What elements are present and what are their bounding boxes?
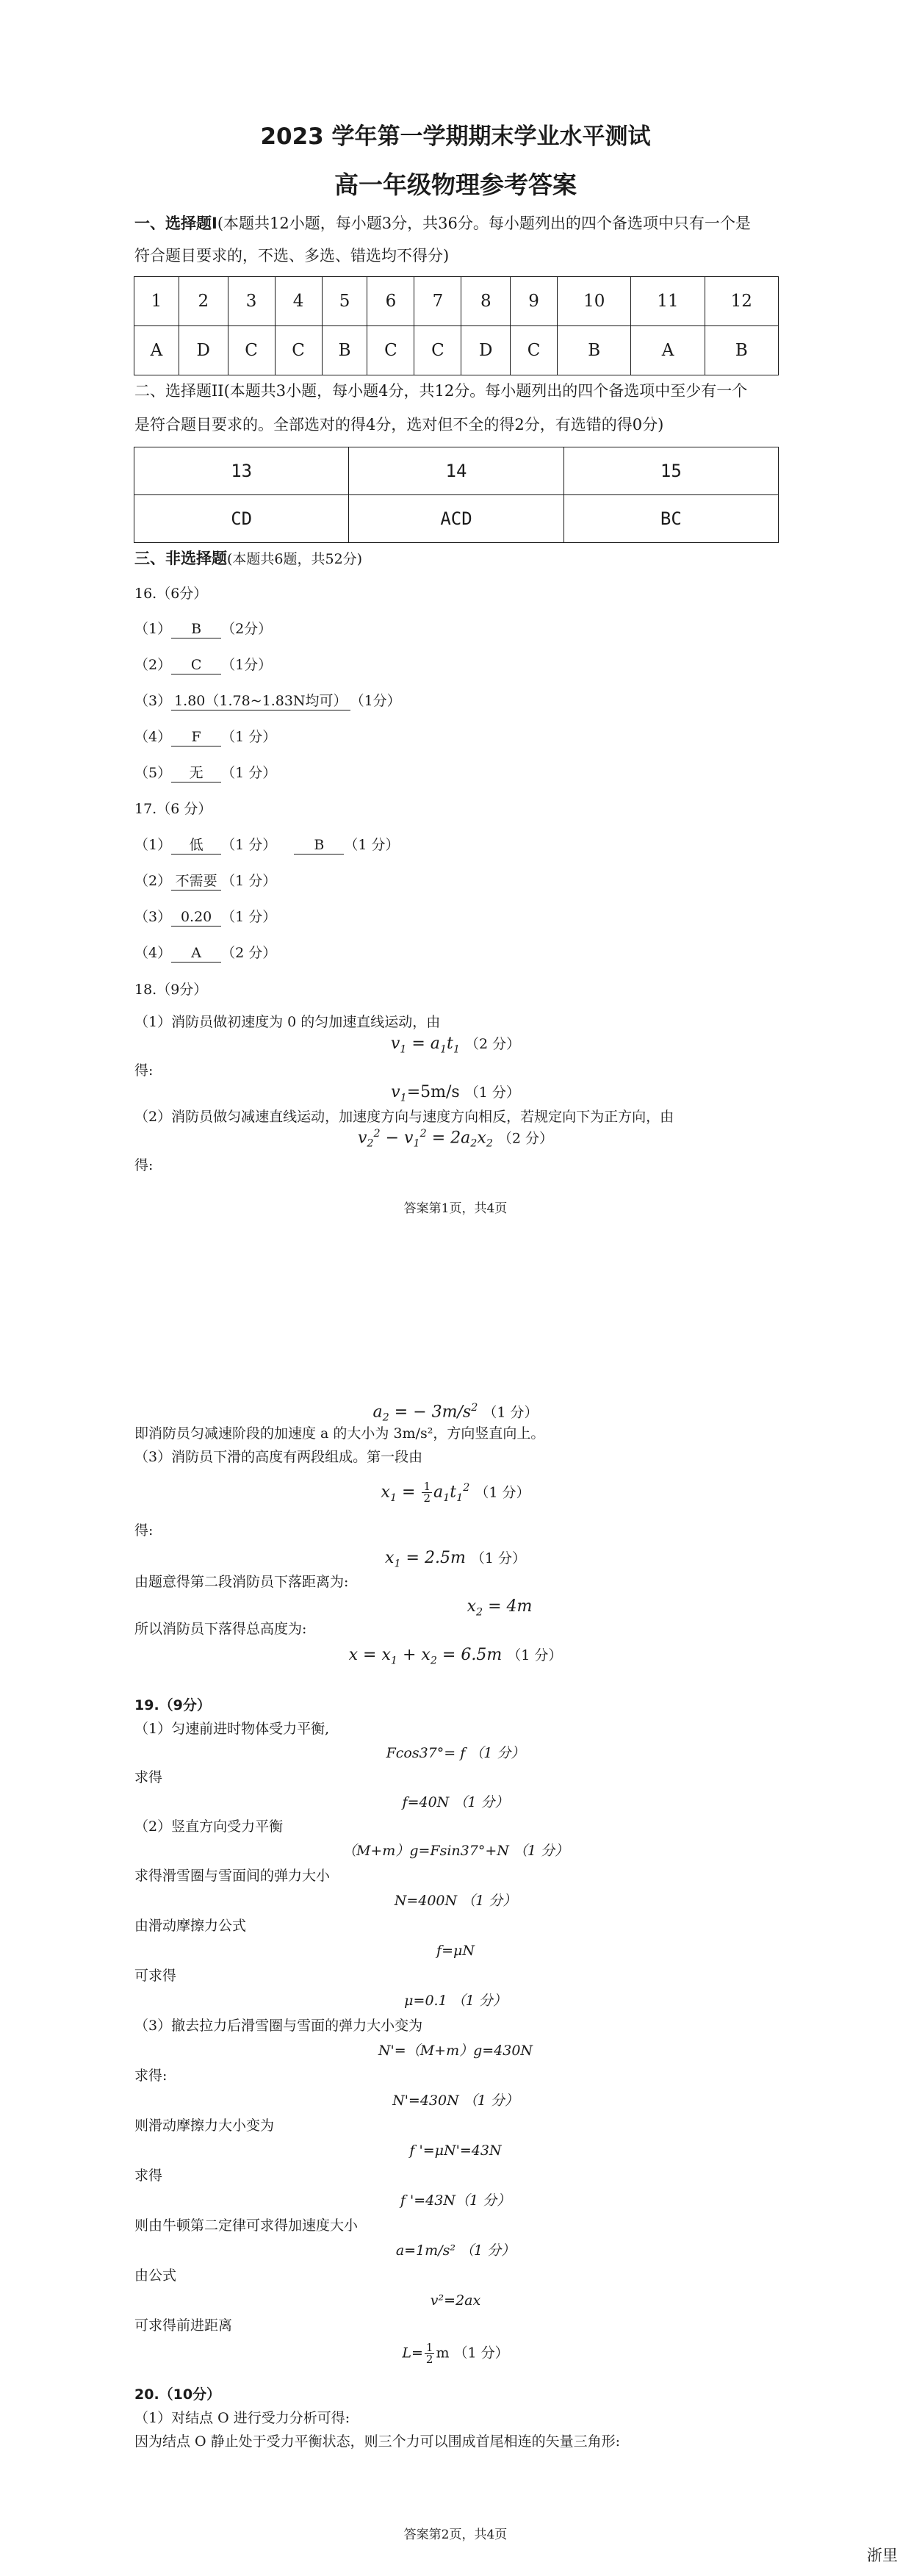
question-number: 4 (275, 277, 322, 326)
equation: N'=（M+m）g=430N (378, 2043, 533, 2059)
section1-desc-1: (本题共12小题，每小题3分，共36分。每小题列出的四个备选项中只有一个是 (217, 215, 751, 232)
question-number: 15 (563, 447, 778, 495)
q17-item: （2） 不需要 （1 分） (134, 873, 277, 889)
q19-para: 由公式 (134, 2267, 177, 2284)
page-footer: 答案第2页，共4页 (403, 2528, 508, 2542)
answer-cell: A (134, 326, 179, 375)
answer-blank: A (171, 945, 221, 963)
q16-item: （3） 1.80（1.78~1.83N均可） （1分） (134, 693, 401, 709)
answer-cell: D (179, 326, 228, 375)
answer-blank: 无 (171, 765, 221, 782)
q18-para: （2）消防员做匀减速直线运动，加速度方向与速度方向相反，若规定向下为正方向，由 (134, 1109, 674, 1125)
section1-heading-line (134, 215, 751, 233)
answer-table-2 (134, 447, 779, 543)
equation: L= $\frac{1}{2}$ m （1 分） (402, 2341, 509, 2366)
answer-cell: A (631, 326, 705, 375)
answer-page-1 (0, 0, 911, 1249)
question-number: 7 (414, 277, 461, 326)
question-number: 9 (511, 277, 558, 326)
table-row (134, 326, 779, 375)
table-row (134, 447, 779, 495)
q19-para: （1）匀速前进时物体受力平衡, (134, 1721, 330, 1737)
q18-para: （1）消防员做初速度为 0 的匀加速直线运动，由 (134, 1014, 441, 1030)
equation: f=μN (436, 1943, 475, 1959)
answer-cell: C (511, 326, 558, 375)
section3-heading: 三、非选择题 (134, 550, 227, 567)
equation: $v_1=5m/s$ （1 分） (391, 1083, 520, 1104)
q19-para: 求得: (134, 2068, 168, 2084)
answer-cell: C (275, 326, 322, 375)
equation: $x_1 = 2.5m$ （1 分） (385, 1549, 526, 1570)
q18-para: 由题意得第二段消防员下落距离为: (134, 1574, 349, 1590)
q19-para: 求得滑雪圈与雪面间的弹力大小 (134, 1868, 331, 1884)
q18-title: 18.（9分） (134, 982, 208, 998)
answer-blank: F (171, 729, 221, 746)
equation: $v_2^2 - v_1^2 = 2a_2x_2$ （2 分） (357, 1128, 554, 1150)
q17-item: （3） 0.20 （1 分） (134, 909, 277, 925)
answer-cell: B (705, 326, 778, 375)
q18-de: 得: (134, 1522, 154, 1539)
q19-para: 则由牛顿第二定律可求得加速度大小 (134, 2217, 359, 2234)
equation: a=1m/s² （1 分） (395, 2242, 516, 2259)
q17-item: （4） A （2 分） (134, 945, 277, 961)
question-number: 13 (134, 447, 349, 495)
section2-desc-1: (本题共3小题，每小题4分，共12分。每小题列出的四个备选项中至少有一个 (223, 382, 748, 400)
answer-page-2 (0, 1249, 911, 2576)
answer-table-1 (134, 276, 779, 375)
equation: f=40N （1 分） (402, 1794, 509, 1810)
equation: $a_2$ = − $3m/s^2$ （1 分） (372, 1402, 539, 1424)
table-row (134, 277, 779, 326)
q19-para: 求得 (134, 2167, 163, 2184)
section2-desc-2: 是符合题目要求的。全部选对的得4分，选对但不全的得2分，有选错的得0分) (134, 416, 664, 433)
question-number: 5 (322, 277, 367, 326)
answer-cell: C (228, 326, 275, 375)
answer-blank: 低 (171, 837, 221, 855)
q16-item: （5） 无 （1 分） (134, 765, 277, 781)
q18-de: 得: (134, 1062, 154, 1079)
page-footer: 答案第1页，共4页 (403, 1201, 508, 1216)
answer-blank: B (294, 837, 344, 855)
q19-para: 可求得 (134, 1968, 177, 1984)
exam-title: 2023 学年第一学期期末学业水平测试 (260, 123, 651, 150)
q20-para: （1）对结点 O 进行受力分析可得: (134, 2410, 350, 2426)
equation: μ=0.1 （1 分） (404, 1993, 507, 2009)
answer-cell: B (322, 326, 367, 375)
equation: v²=2ax (430, 2292, 481, 2309)
q19-para: 则滑动摩擦力大小变为 (134, 2118, 275, 2134)
answer-cell: C (414, 326, 461, 375)
q16-item: （4） F （1 分） (134, 729, 277, 745)
q16-item: （2） C （1分） (134, 657, 273, 673)
question-number: 1 (134, 277, 179, 326)
section2-heading-line (134, 382, 747, 400)
answer-blank: 不需要 (171, 873, 221, 891)
section3-desc: (本题共6题，共52分) (227, 551, 363, 567)
q16-title: 16.（6分） (134, 586, 208, 602)
exam-subtitle: 高一年级物理参考答案 (334, 170, 577, 199)
question-number: 6 (367, 277, 414, 326)
equation: f '=μN'=43N (409, 2143, 502, 2159)
answer-cell: C (367, 326, 414, 375)
question-number: 8 (461, 277, 511, 326)
answer-blank: 1.80（1.78~1.83N均可） (171, 693, 350, 710)
q20-para: 因为结点 O 静止处于受力平衡状态，则三个力可以围成首尾相连的矢量三角形: (134, 2433, 621, 2450)
answer-cell: D (461, 326, 511, 375)
q19-para: 求得 (134, 1769, 163, 1785)
q17-item: （1） 低 （1 分） B （1 分） (134, 837, 400, 853)
question-number: 2 (179, 277, 228, 326)
q18-para: （3）消防员下滑的高度有两段组成。第一段由 (134, 1449, 423, 1465)
q20-title: 20.（10分） (134, 2386, 221, 2403)
question-number: 14 (349, 447, 563, 495)
equation: f '=43N（1 分） (400, 2192, 511, 2209)
q19-para: （2）竖直方向受力平衡 (134, 1818, 284, 1835)
equation: $v_1 = a_1t_1$ （2 分） (390, 1035, 521, 1056)
equation: $x_1$ = $\frac{1}{2}$ $a_1t_1^2$ （1 分） (381, 1480, 530, 1505)
equation: $x_2 = 4m$ (467, 1597, 533, 1619)
question-number: 10 (558, 277, 631, 326)
question-number: 11 (631, 277, 705, 326)
q19-title: 19.（9分） (134, 1697, 211, 1713)
q19-para: 可求得前进距离 (134, 2317, 233, 2334)
equation: Fcos37°= f （1 分） (386, 1745, 525, 1761)
section3-heading-line (134, 550, 362, 568)
equation: $x = x_1 + x_2 = 6.5m$ （1 分） (348, 1646, 563, 1667)
answer-blank: B (171, 621, 221, 638)
section1-heading: 一、选择题Ⅰ (134, 215, 217, 232)
equation: N=400N （1 分） (394, 1893, 517, 1909)
question-number: 3 (228, 277, 275, 326)
equation: N'=430N （1 分） (392, 2093, 519, 2109)
answer-cell: BC (563, 495, 778, 543)
section1-desc-2: 符合题目要求的，不选、多选、错选均不得分) (134, 247, 450, 265)
q19-para: 由滑动摩擦力公式 (134, 1918, 247, 1934)
q18-para: 即消防员匀减速阶段的加速度 a 的大小为 3m/s²，方向竖直向上。 (134, 1425, 545, 1442)
answer-cell: B (558, 326, 631, 375)
q18-para: 所以消防员下落得总高度为: (134, 1621, 307, 1637)
q17-title: 17.（6 分） (134, 801, 212, 817)
answer-blank: C (171, 657, 221, 674)
answer-cell: CD (134, 495, 349, 543)
q18-de: 得: (134, 1157, 154, 1173)
equation: （M+m）g=Fsin37°+N （1 分） (342, 1843, 569, 1859)
answer-cell: ACD (349, 495, 563, 543)
answer-blank: 0.20 (171, 909, 221, 927)
q16-item: （1） B （2分） (134, 621, 273, 637)
section2-heading: 二、选择题II (134, 382, 224, 400)
q19-para: （3）撤去拉力后滑雪圈与雪面的弹力大小变为 (134, 2018, 423, 2034)
question-number: 12 (705, 277, 778, 326)
table-row (134, 495, 779, 543)
corner-watermark: 浙里 (867, 2547, 898, 2564)
